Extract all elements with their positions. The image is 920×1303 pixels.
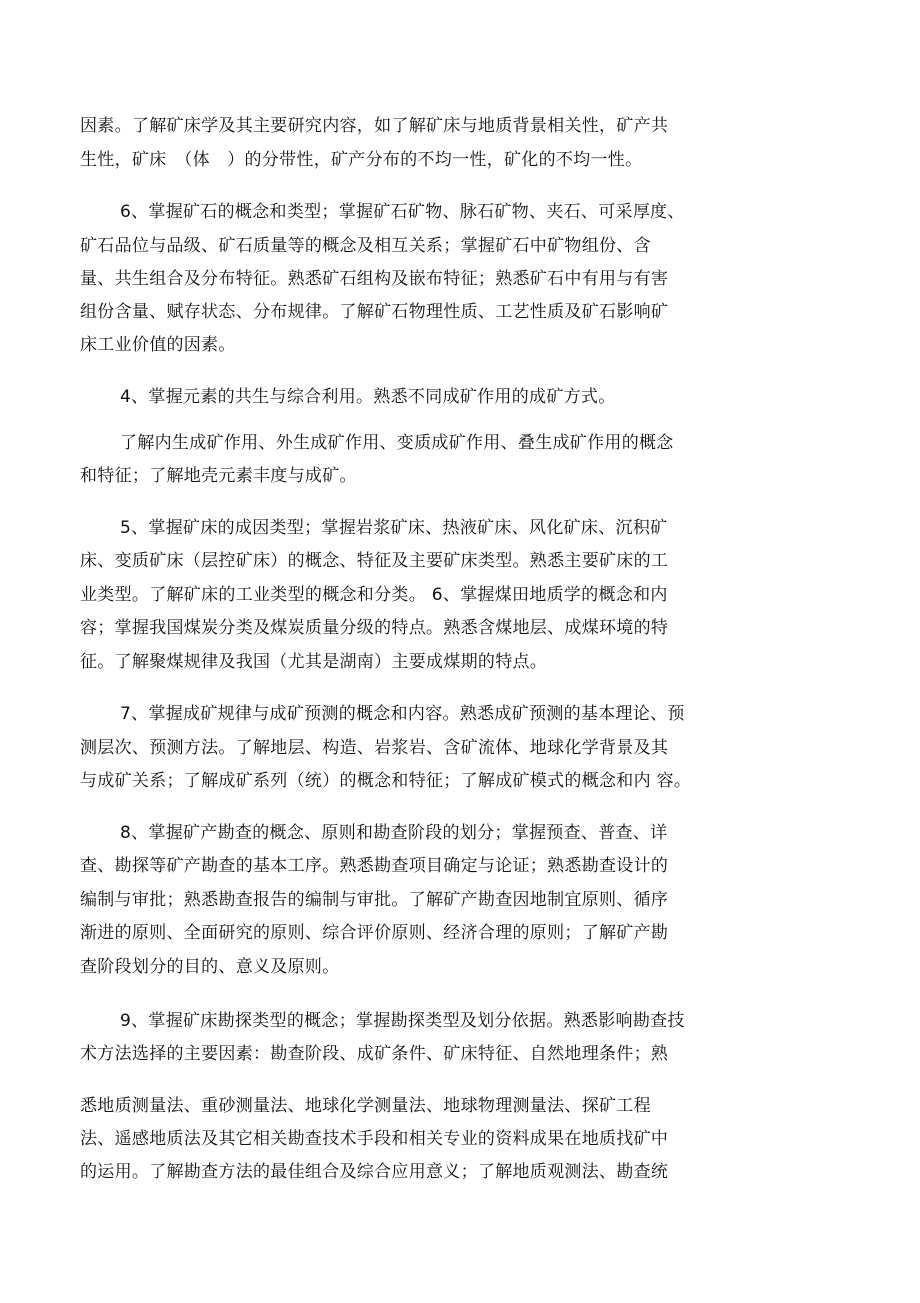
text-line: 征。了解聚煤规律及我国（尤其是湖南）主要成煤期的特点。: [80, 652, 548, 672]
text-line: 5、掌握矿床的成因类型；掌握岩浆矿床、热液矿床、风化矿床、沉积矿: [120, 518, 668, 538]
text-line: 量、共生组合及分布特征。熟悉矿石组构及嵌布特征；熟悉矿石中有用与有害: [80, 269, 669, 289]
text-line: 9、掌握矿床勘探类型的概念；掌握勘探类型及划分依据。熟悉影响勘查技: [120, 1011, 685, 1031]
text-line: 了解内生成矿作用、外生成矿作用、变质成矿作用、叠生成矿作用的概念: [120, 433, 674, 453]
text-line: 因素。了解矿床学及其主要研究内容，如了解矿床与地质背景相关性，矿产共: [80, 116, 669, 136]
text-line: 与成矿关系；了解成矿系列（统）的概念和特征；了解成矿模式的概念和内 容。: [80, 771, 692, 791]
text-line: 4、掌握元素的共生与综合利用。熟悉不同成矿作用的成矿方式。: [120, 387, 616, 407]
text-line: 床工业价值的因素。: [80, 335, 236, 355]
text-line: 测层次、预测方法。了解地层、构造、岩浆岩、含矿流体、地球化学背景及其: [80, 738, 669, 758]
text-line: 编制与审批；熟悉勘查报告的编制与审批。了解矿产勘查因地制宜原则、循序: [80, 890, 669, 910]
text-line: 查、勘探等矿产勘查的基本工序。熟悉勘查项目确定与论证；熟悉勘查设计的: [80, 856, 669, 876]
text-line: 渐进的原则、全面研究的原则、综合评价原则、经济合理的原则；了解矿产勘: [80, 923, 669, 943]
text-line: 的运用。了解勘查方法的最佳组合及综合应用意义；了解地质观测法、勘查统: [80, 1162, 669, 1182]
text-line: 7、掌握成矿规律与成矿预测的概念和内容。熟悉成矿预测的基本理论、预: [120, 704, 685, 724]
text-line: 床、变质矿床（层控矿床）的概念、特征及主要矿床类型。熟悉主要矿床的工: [80, 551, 669, 571]
text-line: 和特征；了解地壳元素丰度与成矿。: [80, 466, 357, 486]
text-line: 法、遥感地质法及其它相关勘查技术手段和相关专业的资料成果在地质找矿中: [80, 1129, 669, 1149]
text-line: 6、掌握矿石的概念和类型；掌握矿石矿物、脉石矿物、夹石、可采厚度、: [120, 202, 685, 222]
text-line: 业类型。了解矿床的工业类型的概念和分类。 6、掌握煤田地质学的概念和内: [80, 585, 668, 605]
text-line: 术方法选择的主要因素：勘查阶段、成矿条件、矿床特征、自然地理条件；熟: [80, 1044, 669, 1064]
text-line: 组份含量、赋存状态、分布规律。了解矿石物理性质、工艺性质及矿石影响矿: [80, 302, 669, 322]
text-line: 悉地质测量法、重砂测量法、地球化学测量法、地球物理测量法、探矿工程: [80, 1096, 651, 1116]
text-line: 生性，矿床 （体 ）的分带性，矿产分布的不均一性，矿化的不均一性。: [80, 150, 643, 170]
text-line: 容；掌握我国煤炭分类及煤炭质量分级的特点。熟悉含煤地层、成煤环境的特: [80, 618, 669, 638]
text-line: 查阶段划分的目的、意义及原则。: [80, 957, 340, 977]
text-line: 矿石品位与品级、矿石质量等的概念及相互关系；掌握矿石中矿物组份、含: [80, 236, 651, 256]
text-line: 8、掌握矿产勘查的概念、原则和勘查阶段的划分；掌握预查、普查、详: [120, 823, 668, 843]
